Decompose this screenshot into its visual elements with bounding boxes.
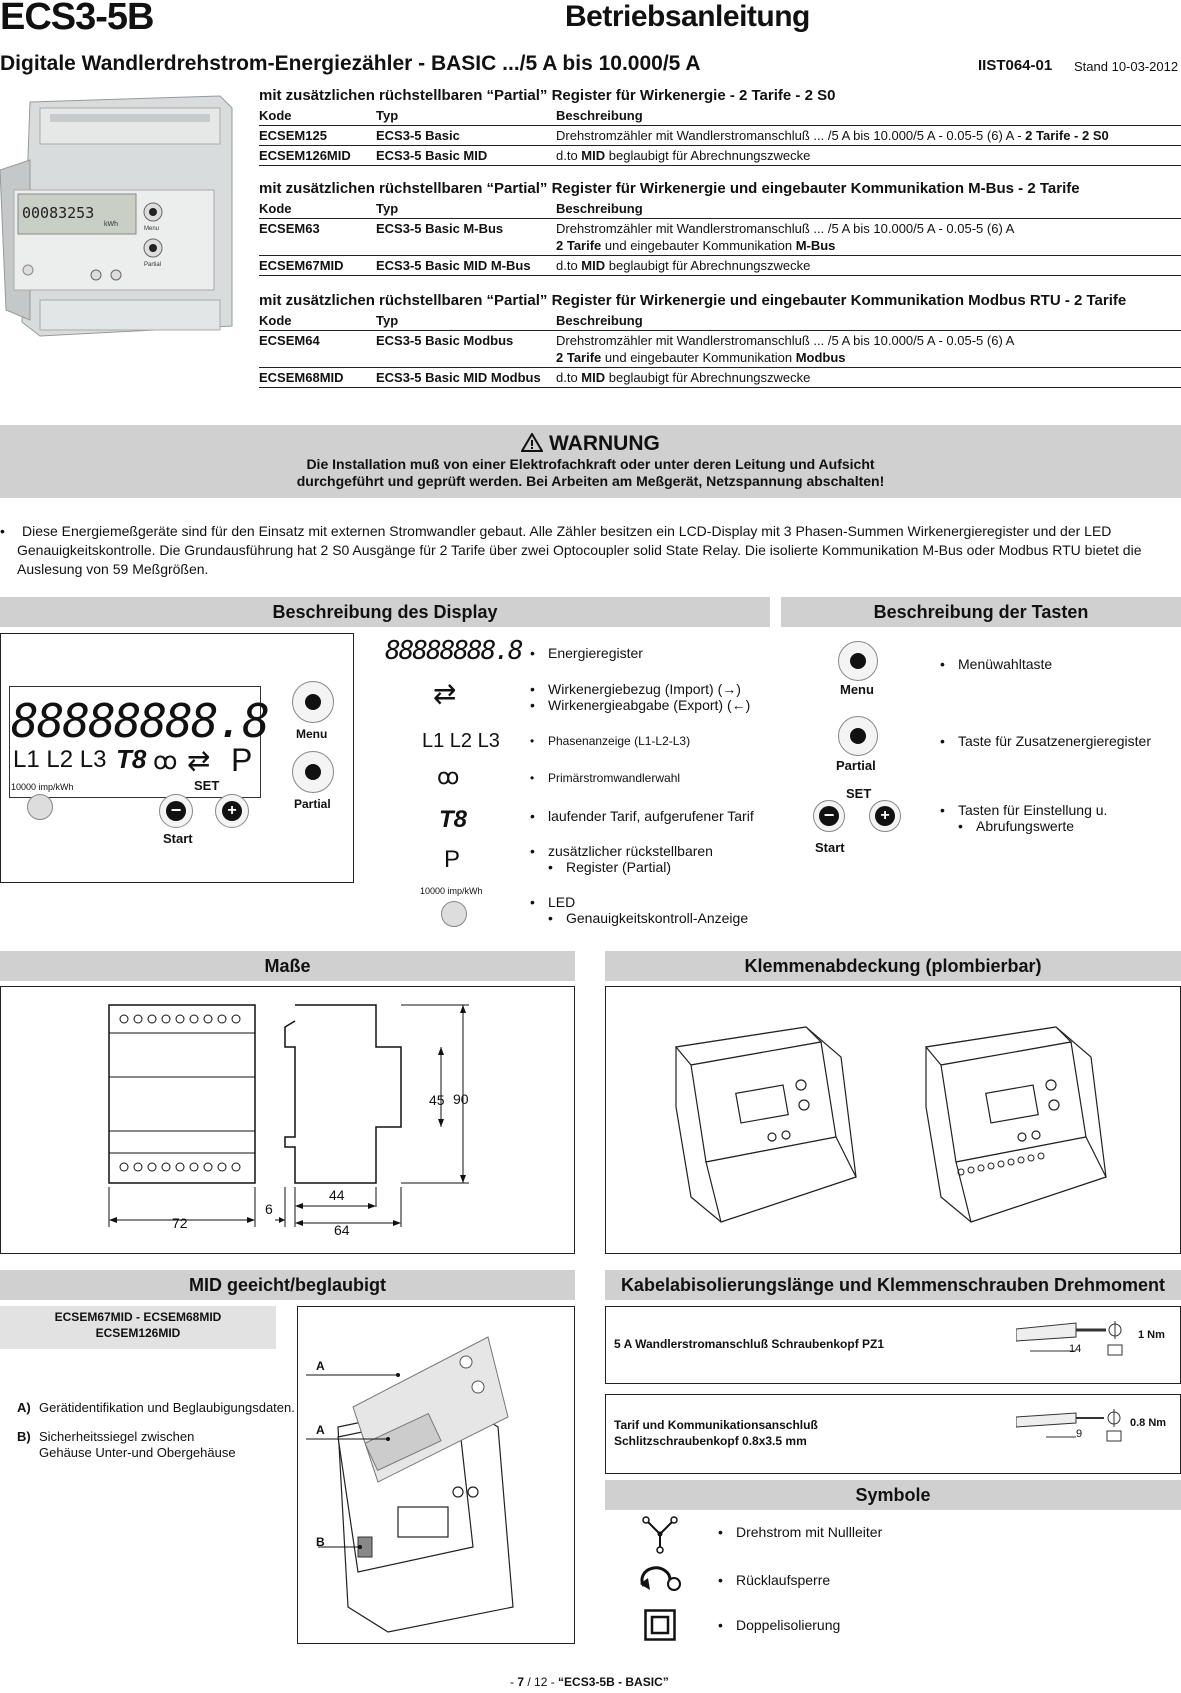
section-header-keys: Beschreibung der Tasten bbox=[781, 597, 1181, 627]
cable-row-1-torque: 1 Nm bbox=[1138, 1329, 1165, 1341]
accuracy-led bbox=[27, 794, 53, 820]
legend-text-export: • Wirkenergieabgabe (Export) (←) bbox=[530, 697, 750, 713]
set-label: SET bbox=[194, 778, 220, 793]
menu-button[interactable] bbox=[292, 681, 334, 723]
section-header-symbols: Symbole bbox=[605, 1480, 1181, 1510]
import-export-icon: ⇄ bbox=[187, 745, 211, 776]
section-header-dimensions: Maße bbox=[0, 951, 575, 981]
table-heading: mit zusätzlichen rüchstellbaren “Partial” Register für Wirkenergie - 2 Tarife - 2 S0 bbox=[259, 87, 836, 104]
section-header-mid: MID geeicht/beglaubigt bbox=[0, 1270, 575, 1300]
keys-menu-button[interactable] bbox=[838, 641, 878, 681]
keys-text-partial: • Taste für Zusatzenergieregister bbox=[940, 733, 1151, 749]
keys-start-label: Start bbox=[815, 840, 845, 855]
warning-line-2: durchgeführt und geprüft werden. Bei Arbeiten am Meßgerät, Netzspannung abschalten! bbox=[296, 473, 885, 489]
cable-row-2 bbox=[605, 1394, 1181, 1474]
warning-icon bbox=[521, 433, 543, 452]
legend-text-partial: • zusätzlicher rückstellbaren bbox=[530, 843, 713, 859]
mid-label-a1: A bbox=[316, 1359, 325, 1373]
subtitle: Digitale Wandlerdrehstrom-Energiezähler - BASIC .../5 A bis 10.000/5 A bbox=[0, 52, 701, 75]
section-header-cable: Kabelabisolierungslänge und Klemmenschrauben Drehmoment bbox=[605, 1270, 1181, 1300]
keys-text-menu: • Menüwahltaste bbox=[940, 656, 1052, 672]
table-row: ECSEM68MID ECS3-5 Basic MID Modbus d.to MID beglaubigt für Abrechnungszwecke bbox=[259, 368, 1181, 388]
keys-plus-button[interactable]: + bbox=[869, 800, 901, 832]
cable-row-1-length: 14 bbox=[1069, 1343, 1082, 1355]
keys-text-set: • Tasten für Einstellung u. bbox=[940, 802, 1107, 818]
dim-64: 64 bbox=[334, 1222, 350, 1238]
plus-button[interactable]: + bbox=[215, 794, 249, 828]
doc-title: Betriebsanleitung bbox=[565, 0, 810, 33]
mid-label-b: B bbox=[316, 1535, 325, 1549]
menu-label: Menu bbox=[296, 727, 328, 741]
backstop-icon bbox=[638, 1566, 682, 1594]
ct-ratio-icon: ꝏ bbox=[153, 748, 178, 775]
warning-line-1: Die Installation muß von einer Elektrofachkraft oder unter deren Leitung und Aufsicht bbox=[306, 456, 875, 472]
keys-partial-button[interactable] bbox=[838, 716, 878, 756]
dimensions-box bbox=[0, 986, 575, 1254]
terminal-cover-drawing bbox=[606, 987, 1179, 1252]
cable-row-2-length: 9 bbox=[1076, 1428, 1083, 1440]
lcd-partial: P bbox=[231, 742, 253, 778]
keys-text-set-2: • Abrufungswerte bbox=[958, 818, 1074, 834]
dim-6: 6 bbox=[265, 1201, 273, 1217]
intro-text: • Diese Energiemeßgeräte sind für den Einsatz mit externen Stromwandler gebaut. Alle Zähler besitzen ein LCD-Display mit 3 Phasen-Summen Wirkenergieregister und der LED Genauigkeitskontrolle. Die Grundausführung hat 2 S0 Ausgänge für 2 Tarife über zwei Optocoupler solid State Relay. Die isolierte Kommunikation M-Bus oder Modbus RTU bietet die Auslesung von 59 Meßgrößen. bbox=[0, 523, 1142, 577]
legend-symbol-phases: L1 L2 L3 bbox=[422, 730, 500, 752]
wire-strip-icon-2 bbox=[1016, 1405, 1126, 1455]
minus-button[interactable]: − bbox=[159, 794, 193, 828]
mid-label-a2: A bbox=[316, 1423, 325, 1437]
ct-ratio-legend-icon: ꝏ bbox=[437, 764, 460, 789]
keys-set-label: SET bbox=[846, 786, 872, 801]
legend-led-label: 10000 imp/kWh bbox=[420, 886, 483, 896]
lcd-tariff: T8 bbox=[116, 744, 147, 774]
dim-44: 44 bbox=[329, 1187, 345, 1203]
cable-row-2-text: Tarif und Kommunikationsanschluß Schlitzschraubenkopf 0.8x3.5 mm bbox=[614, 1418, 818, 1448]
led-label: 10000 imp/kWh bbox=[11, 782, 74, 792]
keys-menu-label: Menu bbox=[840, 682, 874, 697]
partial-label: Partial bbox=[294, 797, 331, 811]
section-header-display: Beschreibung des Display bbox=[0, 597, 770, 627]
symbol-text-double-insulation: • Doppelisolierung bbox=[718, 1617, 840, 1633]
mid-models-box: ECSEM67MID - ECSEM68MID ECSEM126MID bbox=[0, 1306, 276, 1349]
legend-text-phases: • Phasenanzeige (L1-L2-L3) bbox=[530, 733, 690, 749]
legend-text-tariff: • laufender Tarif, aufgerufener Tarif bbox=[530, 808, 754, 824]
wire-strip-icon bbox=[1016, 1317, 1126, 1367]
legend-symbol-partial: P bbox=[444, 846, 461, 873]
mid-item-a: A) Gerätidentifikation und Beglaubigungsdaten. bbox=[17, 1400, 295, 1415]
device-display-text: 00083253 bbox=[22, 204, 95, 222]
keys-minus-button[interactable]: − bbox=[813, 800, 845, 832]
cable-row-1-text: 5 A Wandlerstromanschluß Schraubenkopf PZ1 bbox=[614, 1337, 885, 1351]
mid-drawing-box bbox=[297, 1306, 575, 1644]
dim-45: 45 bbox=[429, 1092, 445, 1108]
double-insulation-icon bbox=[644, 1609, 676, 1641]
product-table-1: mit zusätzlichen rüchstellbaren “Partial” Register für Wirkenergie - 2 Tarife - 2 S0 Kode Typ Beschreibung ECSEM125 ECS3-5 Basic Drehstromzähler mit Wandlerstromanschluß ... /5 A bis 10.000/5 A - 0.05-5 (6) A - 2 Tarife - 2 S0 ECSEM126MID ECS3-5 Basic MID d.to MID beglaubigt für Abrechnungszwecke bbox=[259, 87, 1181, 166]
doc-code: IIST064-01 bbox=[978, 57, 1053, 74]
cover-box bbox=[605, 986, 1181, 1254]
page-footer: - 7 / 12 - “ECS3-5B - BASIC” bbox=[510, 1675, 669, 1689]
table-row: ECSEM64 ECS3-5 Basic Modbus Drehstromzähler mit Wandlerstromanschluß ... /5 A bis 10.000/5 A - 0.05-5 (6) A 2 Tarife und eingebauter Kommunikation Modbus bbox=[259, 331, 1181, 368]
dim-72: 72 bbox=[172, 1215, 188, 1231]
display-diagram bbox=[0, 633, 354, 883]
svg-text:kWh: kWh bbox=[104, 221, 118, 228]
partial-button[interactable] bbox=[292, 751, 334, 793]
model-title: ECS3-5B bbox=[0, 0, 154, 38]
legend-text-partial-2: • Register (Partial) bbox=[548, 859, 671, 875]
product-table-3: mit zusätzlichen rüchstellbaren “Partial” Register für Wirkenergie und eingebauter Kommunikation Modbus RTU - 2 Tarife Kode Typ Beschreibung ECSEM64 ECS3-5 Basic Modbus Drehstromzähler mit Wandlerstromanschluß ... /5 A bis 10.000/5 A - 0.05-5 (6) A 2 Tarife und eingebauter Kommunikation Modbus ECSEM68MID ECS3-5 Basic MID Modbus d.to MID beglaubigt für Abrechnungszwecke bbox=[259, 292, 1181, 388]
cable-row-1 bbox=[605, 1306, 1181, 1384]
symbol-text-three-phase: • Drehstrom mit Nullleiter bbox=[718, 1524, 882, 1540]
svg-text:Menu: Menu bbox=[144, 226, 160, 232]
legend-text-led: • LED bbox=[530, 894, 575, 910]
table-row: ECSEM126MID ECS3-5 Basic MID d.to MID beglaubigt für Abrechnungszwecke bbox=[259, 146, 1181, 166]
table-heading: mit zusätzlichen rüchstellbaren “Partial” Register für Wirkenergie und eingebauter Kommunikation Modbus RTU - 2 Tarife bbox=[259, 292, 1127, 309]
symbol-text-backstop: • Rücklaufsperre bbox=[718, 1572, 830, 1588]
legend-symbol-tariff: T8 bbox=[439, 806, 468, 833]
keys-partial-label: Partial bbox=[836, 758, 876, 773]
table-heading: mit zusätzlichen rüchstellbaren “Partial” Register für Wirkenergie und eingebauter Kommunikation M-Bus - 2 Tarife bbox=[259, 180, 1080, 197]
dimensions-drawing bbox=[1, 987, 573, 1252]
dim-90: 90 bbox=[453, 1091, 469, 1107]
mid-item-b: B) Sicherheitssiegel zwischen Gehäuse Unter-und Obergehäuse bbox=[17, 1429, 236, 1460]
table-row: ECSEM63 ECS3-5 Basic M-Bus Drehstromzähler mit Wandlerstromanschluß ... /5 A bis 10.000/5 A - 0.05-5 (6) A 2 Tarife und eingebauter Kommunikation M-Bus bbox=[259, 219, 1181, 256]
doc-date: Stand 10-03-2012 bbox=[1074, 59, 1179, 74]
table-row: ECSEM125 ECS3-5 Basic Drehstromzähler mit Wandlerstromanschluß ... /5 A bis 10.000/5 A - 0.05-5 (6) A - 2 Tarife - 2 S0 bbox=[259, 126, 1181, 146]
warning-box bbox=[0, 425, 1181, 498]
warning-title: WARNUNG bbox=[549, 432, 660, 455]
legend-text-led-2: • Genauigkeitskontroll-Anzeige bbox=[548, 910, 748, 926]
import-export-legend-icon: ⇄ bbox=[433, 678, 457, 709]
table-row: ECSEM67MID ECS3-5 Basic MID M-Bus d.to MID beglaubigt für Abrechnungszwecke bbox=[259, 256, 1181, 276]
legend-led-icon bbox=[441, 901, 467, 927]
svg-text:Partial: Partial bbox=[144, 262, 162, 268]
legend-text-import: • Wirkenergiebezug (Import) (→) bbox=[530, 681, 741, 697]
start-label: Start bbox=[163, 831, 193, 846]
device-photo bbox=[0, 90, 238, 340]
mid-seal-drawing bbox=[298, 1307, 573, 1642]
lcd-phases: L1 L2 L3 bbox=[13, 746, 107, 773]
legend-text-ct: • Primärstromwandlerwahl bbox=[530, 770, 680, 786]
product-table-2: mit zusätzlichen rüchstellbaren “Partial” Register für Wirkenergie und eingebauter Kommunikation M-Bus - 2 Tarife Kode Typ Beschreibung ECSEM63 ECS3-5 Basic M-Bus Drehstromzähler mit Wandlerstromanschluß ... /5 A bis 10.000/5 A - 0.05-5 (6) A 2 Tarife und eingebauter Kommunikation M-Bus ECSEM67MID ECS3-5 Basic MID M-Bus d.to MID beglaubigt für Abrechnungszwecke bbox=[259, 180, 1181, 276]
cable-row-2-torque: 0.8 Nm bbox=[1130, 1417, 1167, 1429]
three-phase-icon bbox=[640, 1514, 680, 1554]
lcd-digits: 88888888.8 bbox=[11, 694, 268, 748]
legend-text-energy: • Energieregister bbox=[530, 645, 643, 661]
section-header-cover: Klemmenabdeckung (plombierbar) bbox=[605, 951, 1181, 981]
legend-symbol-energy: 88888888.8 bbox=[385, 636, 522, 666]
